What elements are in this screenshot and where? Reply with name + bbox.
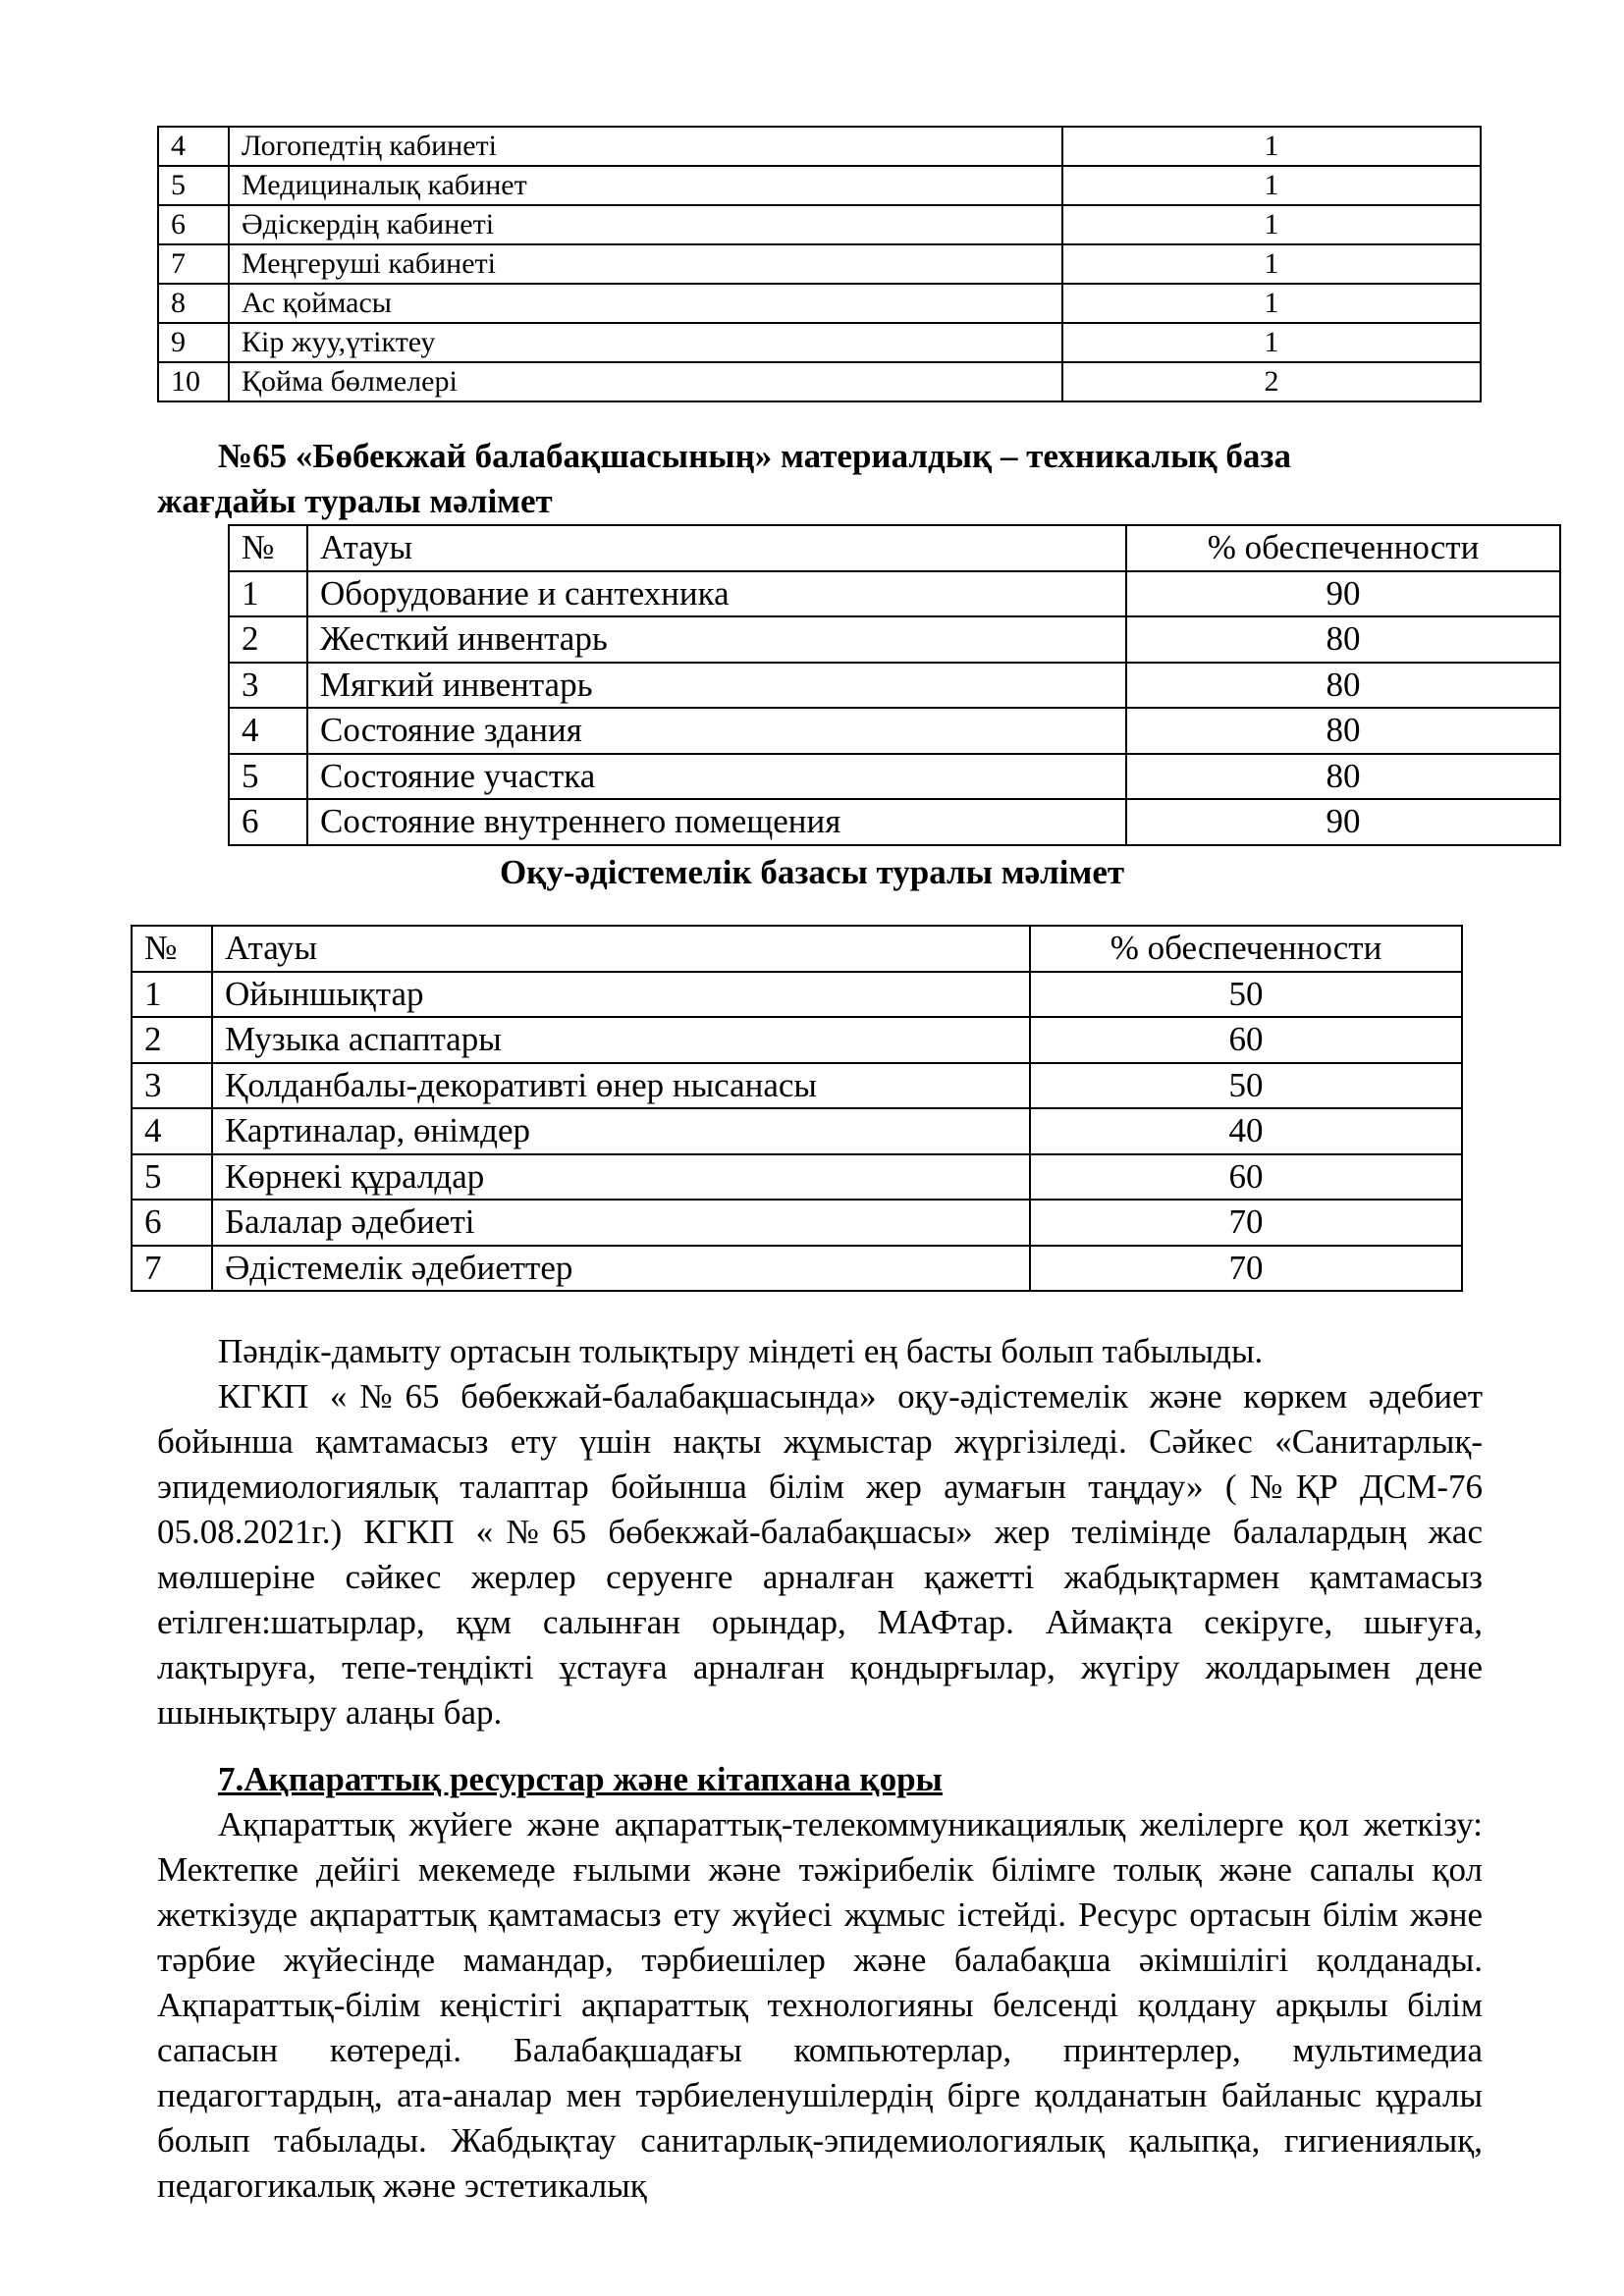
table-header-row [229,525,1560,571]
header-number: № [229,525,307,571]
table-header-row [132,926,1462,972]
table-row [132,972,1462,1018]
item-name: Әдістемелік әдебиеттер [212,1246,1030,1292]
header-name: Атауы [212,926,1030,972]
methodical-base-table-body [132,926,1462,1291]
header-name: Атауы [307,525,1126,571]
item-percent: 70 [1030,1246,1462,1292]
item-name: Мягкий инвентарь [307,663,1126,709]
row-number: 1 [132,972,212,1018]
rooms-table-body [158,127,1481,401]
item-name: Жесткий инвентарь [307,616,1126,663]
table-row [229,708,1560,754]
item-name: Картиналар, өнімдер [212,1108,1030,1154]
table-row [158,284,1481,323]
room-name: Ас қоймасы [229,284,1062,323]
paragraph-work-description: КГКП «№65 бөбекжай-балабақшасында» оқу-әдістемелік және көркем әдебиет бойынша қамтамасыз ету үшін нақты жұмыстар жүргізіледі. Сәйкес «Санитарлық-эпидемиологиялық талаптар бойынша білім жер аумағын таңдау» (№ҚР ДСМ-76 05.08.2021г.) КГКП «№65 бөбекжай-балабақшасы» жер телімінде балалардың жас мөлшеріне сәйкес жерлер серуенге арналған қажетті жабдықтармен қамтамасыз етілген:шатырлар, құм салынған орындар, МАФтар. Аймақта секіруге, шығуға, лақтыруға, тепе-теңдікті ұстауға арналған қондырғылар, жүгіру жолдарымен дене шынықтыру алаңы бар. [157,1377,1483,1732]
room-count: 1 [1062,166,1481,205]
paragraph-information-resources: Ақпараттық жүйеге және ақпараттық-телекоммуникациялық желілерге қол жеткізу: Мектепке дейігі мекемеде ғылыми және тәжірибелік білімге толық және сапалы қол жеткізуде ақпараттық қамтамасыз ету жүйесі жұмыс істейді. Ресурс ортасын білім және тәрбие жүйесінде мамандар, тәрбиешілер және балабақша әкімшілігі қолданады. Ақпараттық-білім кеңістігі ақпараттық технологияны белсенді қолдану арқылы білім сапасын көтереді. Балабақшадағы компьютерлар, принтерлер, мультимедиа педагогтардың, ата-аналар мен тәрбиеленушілердің бірге қолданатын байланыс құралы болып табылады. Жабдықтау санитарлық-эпидемиологиялық қалыпқа, гигиениялық, педагогикалық және эстетикалық [157,1805,1483,2205]
row-number: 6 [229,799,307,845]
table-row [132,1063,1462,1109]
item-percent: 70 [1030,1200,1462,1246]
item-percent: 80 [1126,708,1560,754]
item-percent: 80 [1126,663,1560,709]
item-percent: 40 [1030,1108,1462,1154]
row-number: 2 [132,1017,212,1063]
table-row [229,754,1560,800]
table-row [229,799,1560,845]
table-row [158,127,1481,166]
paragraph-environment: Пәндік-дамыту ортасын толықтыру міндеті ең басты болып табылыды. [218,1332,1264,1370]
table-row [229,616,1560,663]
material-base-table-body [229,525,1560,845]
row-number: 7 [158,244,229,284]
room-count: 1 [1062,284,1481,323]
row-number: 3 [132,1063,212,1109]
row-number: 6 [158,205,229,244]
item-name: Балалар әдебиеті [212,1200,1030,1246]
row-number: 7 [132,1246,212,1292]
table-row [158,323,1481,362]
item-percent: 90 [1126,799,1560,845]
room-count: 1 [1062,323,1481,362]
row-number: 5 [158,166,229,205]
row-number: 4 [229,708,307,754]
table-row [158,244,1481,284]
row-number: 4 [158,127,229,166]
table-row [132,1017,1462,1063]
room-name: Меңгеруші кабинеті [229,244,1062,284]
header-number: № [132,926,212,972]
item-percent: 50 [1030,972,1462,1018]
methodical-base-heading: Оқу-әдістемелік базасы туралы мәлімет [499,853,1125,891]
item-name: Состояние внутреннего помещения [307,799,1126,845]
item-percent: 80 [1126,754,1560,800]
item-name: Музыка аспаптары [212,1017,1030,1063]
room-name: Қойма бөлмелері [229,362,1062,401]
material-base-heading [157,434,1483,524]
item-percent: 80 [1126,616,1560,663]
table-row [132,1246,1462,1292]
room-count: 1 [1062,205,1481,244]
row-number: 9 [158,323,229,362]
material-base-heading-line2: жағдайы туралы мәлімет [157,482,553,520]
row-number: 2 [229,616,307,663]
section-7-title: 7.Ақпараттық ресурстар және кітапхана қоры [218,1760,943,1798]
material-base-table [228,524,1561,846]
row-number: 5 [229,754,307,800]
room-name: Кір жуу,үтіктеу [229,323,1062,362]
item-percent: 50 [1030,1063,1462,1109]
row-number: 5 [132,1154,212,1201]
item-name: Оборудование и сантехника [307,571,1126,617]
item-name: Көрнекі құралдар [212,1154,1030,1201]
row-number: 6 [132,1200,212,1246]
table-row [132,1154,1462,1201]
header-percent: % обеспеченности [1030,926,1462,972]
item-percent: 60 [1030,1154,1462,1201]
table-row [229,571,1560,617]
room-count: 1 [1062,244,1481,284]
row-number: 8 [158,284,229,323]
item-name: Состояние участка [307,754,1126,800]
room-name: Медициналық кабинет [229,166,1062,205]
row-number: 10 [158,362,229,401]
row-number: 1 [229,571,307,617]
table-row [158,205,1481,244]
header-percent: % обеспеченности [1126,525,1560,571]
row-number: 3 [229,663,307,709]
item-name: Ойыншықтар [212,972,1030,1018]
methodical-base-table [131,925,1463,1292]
table-row [132,1108,1462,1154]
table-row [229,663,1560,709]
room-count: 1 [1062,127,1481,166]
item-name: Қолданбалы-декоративті өнер нысанасы [212,1063,1030,1109]
room-name: Логопедтің кабинеті [229,127,1062,166]
item-percent: 90 [1126,571,1560,617]
row-number: 4 [132,1108,212,1154]
room-name: Әдіскердің кабинеті [229,205,1062,244]
item-percent: 60 [1030,1017,1462,1063]
table-row [158,166,1481,205]
item-name: Состояние здания [307,708,1126,754]
material-base-heading-line1: №65 «Бөбекжай балабақшасының» материалдық – техникалық база [218,437,1291,475]
room-count: 2 [1062,362,1481,401]
rooms-table [157,126,1482,402]
table-row [132,1200,1462,1246]
table-row [158,362,1481,401]
